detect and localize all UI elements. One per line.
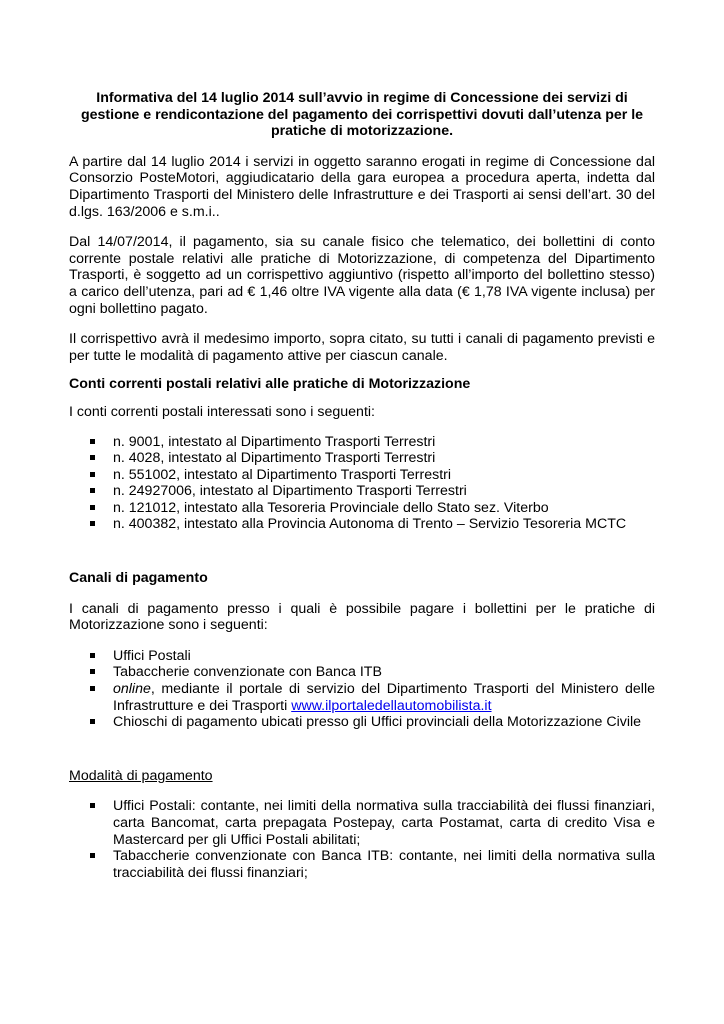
intro-paragraph: A partire dal 14 luglio 2014 i servizi in oggetto saranno erogati in regime di Concessione dal Consorzio PosteMotori, aggiudicatario della gara europea a procedura aperta, indetta dal Dipartimento Trasporti del Ministero delle Infrastrutture e dei Trasporti ai sensi dell’art. 30 del d.lgs. 163/2006 e s.m.i.. xyxy=(69,153,655,220)
online-label: online xyxy=(113,681,151,698)
list-item: Chioschi di pagamento ubicati presso gli Uffici provinciali della Motorizzazione Civile xyxy=(69,714,655,731)
list-item: n. 551002, intestato al Dipartimento Trasporti Terrestri xyxy=(69,467,655,484)
conti-intro: I conti correnti postali interessati sono i seguenti: xyxy=(69,403,375,420)
list-item: Uffici Postali xyxy=(69,648,655,665)
conti-list xyxy=(69,434,655,534)
list-item: n. 400382, intestato alla Provincia Autonoma di Trento – Servizio Tesoreria MCTC xyxy=(69,516,655,533)
list-item: n. 4028, intestato al Dipartimento Trasporti Terrestri xyxy=(69,450,655,467)
portale-automobilista-link[interactable]: www.ilportaledellautomobilista.it xyxy=(291,697,492,714)
document-page xyxy=(69,90,655,881)
list-item: Uffici Postali: contante, nei limiti della normativa sulla tracciabilità dei flussi finanziari, carta Bancomat, carta prepagata Postepay, carta Postamat, carta di credito Visa e Mastercard per gli Uffici Postali abilitati; xyxy=(69,798,655,848)
conti-heading: Conti correnti postali relativi alle pratiche di Motorizzazione xyxy=(69,376,471,393)
canali-intro: I canali di pagamento presso i quali è possibile pagare i bollettini per le pratiche di Motorizzazione sono i seguenti: xyxy=(69,600,655,634)
list-item: n. 24927006, intestato al Dipartimento Trasporti Terrestri xyxy=(69,483,655,500)
modalita-heading: Modalità di pagamento xyxy=(69,767,213,784)
list-item: Tabaccherie convenzionate con Banca ITB: contante, nei limiti della normativa sulla tracciabilità dei flussi finanziari; xyxy=(69,848,655,881)
list-item xyxy=(69,681,655,714)
list-item: n. 9001, intestato al Dipartimento Trasporti Terrestri xyxy=(69,434,655,451)
list-item: n. 121012, intestato alla Tesoreria Provinciale dello Stato sez. Viterbo xyxy=(69,500,655,517)
canali-list xyxy=(69,648,655,731)
fee-scope-paragraph: Il corrispettivo avrà il medesimo importo, sopra citato, su tutti i canali di pagamento previsti e per tutte le modalità di pagamento attive per ciascun canale. xyxy=(69,331,655,364)
canali-heading: Canali di pagamento xyxy=(69,570,208,587)
online-description: , mediante il portale di servizio del Dipartimento Trasporti del Ministero delle Infrastrutture e dei Trasporti xyxy=(113,681,655,714)
modalita-list xyxy=(69,798,655,881)
list-item: Tabaccherie convenzionate con Banca ITB xyxy=(69,664,655,681)
payment-fee-paragraph: Dal 14/07/2014, il pagamento, sia su canale fisico che telematico, dei bollettini di conto corrente postale relativi alle pratiche di Motorizzazione, di competenza del Dipartimento Trasporti, è soggetto ad un corrispettivo aggiuntivo (rispetto all’importo del bollettino stesso) a carico dell’utenza, pari ad € 1,46 oltre IVA vigente alla data (€ 1,78 IVA vigente inclusa) per ogni bollettino pagato. xyxy=(69,234,655,317)
document-title: Informativa del 14 luglio 2014 sull’avvio in regime di Concessione dei servizi di gestione e rendicontazione del pagamento dei corrispettivi dovuti dall’utenza per le pratiche di motorizzazione. xyxy=(80,90,644,140)
